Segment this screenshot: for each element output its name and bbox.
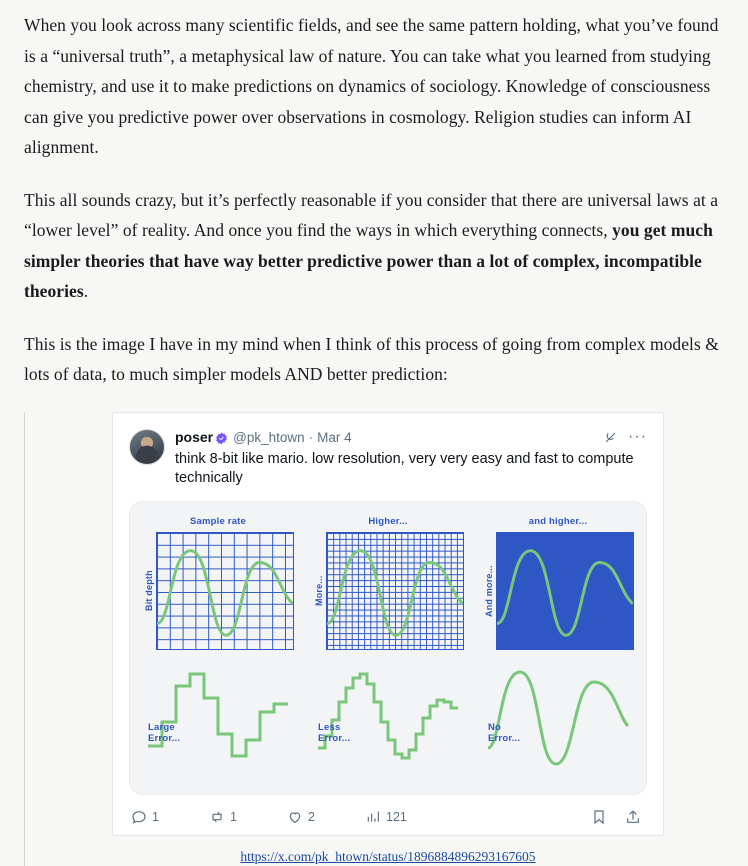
media-cell-4-label <box>148 722 180 744</box>
tweet-card[interactable] <box>112 412 664 836</box>
media-cell-4-label-line2: Error... <box>148 732 181 744</box>
media-cell-5-label-line2: Error... <box>318 732 351 744</box>
tweet-meta-actions <box>603 429 647 445</box>
like-count: 2 <box>308 809 315 824</box>
media-cell-1-title: Sample rate <box>189 515 247 527</box>
tweet-embed <box>24 412 726 866</box>
media-cell-5-label-line1: Less <box>318 721 341 733</box>
reply-action[interactable] <box>131 809 209 825</box>
media-bottom-row <box>142 660 634 778</box>
tweet-media-image[interactable] <box>129 501 647 795</box>
bookmark-icon[interactable] <box>591 809 607 825</box>
tweet-meta <box>175 429 647 446</box>
media-cell-1-grid-holder <box>142 532 294 650</box>
paragraph-2-tail: . <box>83 281 89 301</box>
paragraph-2 <box>24 185 726 307</box>
tweet-handle[interactable]: @pk_htown <box>233 429 305 445</box>
views-action[interactable] <box>365 809 443 825</box>
media-cell-2-grid <box>326 532 464 650</box>
grok-icon[interactable] <box>603 430 618 445</box>
tweet-meta-separator: · <box>308 429 314 445</box>
media-cell-4-label-line1: Large <box>148 721 175 733</box>
media-cell-4 <box>142 660 294 778</box>
media-cell-6-label-line1: No <box>488 721 502 733</box>
sine-wave-3 <box>497 533 633 649</box>
retweet-action[interactable] <box>209 809 287 825</box>
paragraph-2-bold: you get much simpler theories that have way better predictive power than a lot of complex, incompatible theories <box>24 220 713 301</box>
retweet-icon[interactable] <box>209 809 225 825</box>
media-cell-1-ylabel: Bit depth <box>144 570 154 611</box>
media-cell-2 <box>312 516 464 650</box>
media-cell-2-grid-holder <box>312 532 464 650</box>
media-cell-6 <box>482 660 634 778</box>
avatar[interactable] <box>129 429 165 465</box>
stepped-wave-fine <box>312 660 464 778</box>
views-count: 121 <box>386 809 407 824</box>
like-action[interactable] <box>287 809 365 825</box>
media-cell-3-grid <box>496 532 634 650</box>
tweet-actions <box>129 805 647 827</box>
more-options-icon[interactable]: ··· <box>628 428 647 445</box>
media-cell-2-title: Higher... <box>368 515 408 527</box>
media-cell-3 <box>482 516 634 650</box>
smooth-wave <box>482 660 634 778</box>
reply-count: 1 <box>152 809 159 824</box>
views-icon[interactable] <box>365 809 381 825</box>
tweet-header <box>129 429 647 489</box>
sine-wave-2 <box>327 533 463 649</box>
reply-icon[interactable] <box>131 809 147 825</box>
media-cell-6-label-line2: Error... <box>488 732 521 744</box>
source-link[interactable]: https://x.com/pk_htown/status/1896884896293167605 <box>240 848 536 864</box>
media-cell-5-label <box>318 722 350 744</box>
tweet-date[interactable]: Mar 4 <box>317 429 352 445</box>
embed-left-rule <box>24 412 25 866</box>
share-icon[interactable] <box>625 809 641 825</box>
retweet-count: 1 <box>230 809 237 824</box>
stepped-wave-coarse <box>142 660 294 778</box>
like-icon[interactable] <box>287 809 303 825</box>
media-cell-3-title: and higher... <box>528 515 588 527</box>
tweet-text: think 8-bit like mario. low resolution, very very easy and fast to compute technically <box>175 450 634 486</box>
paragraph-2-lead: This all sounds crazy, but it’s perfectly reasonable if you consider that there are universal laws at a “lower level” of reality. And once you find the ways in which everything connects, <box>24 189 719 240</box>
media-cell-1 <box>142 516 294 650</box>
media-cell-6-label <box>488 722 520 744</box>
tweet-body <box>175 429 647 489</box>
media-top-row <box>142 516 634 650</box>
media-cell-2-ylabel: More... <box>314 575 324 606</box>
media-cell-3-ylabel: And more... <box>484 564 494 617</box>
media-cell-1-grid <box>156 532 294 650</box>
source-link-wrap <box>112 848 664 866</box>
media-cell-5 <box>312 660 464 778</box>
paragraph-3: This is the image I have in my mind when I think of this process of going from complex models & lots of data, to much simpler models AND better prediction: <box>24 333 719 384</box>
tweet-end-actions <box>591 809 641 825</box>
media-cell-3-grid-holder <box>482 532 634 650</box>
sine-wave-1 <box>157 533 293 649</box>
paragraph-1: When you look across many scientific fields, and see the same pattern holding, what you’ve found is a “universal truth”, a metaphysical law of nature. You can take what you learned from studying chemistry, and use it to make predictions on dynamics of sociology. Knowledge of consciousness can give you predictive power over observations in cosmology. Religion studies can inform AI alignment. <box>24 15 719 157</box>
verified-badge-icon <box>215 432 228 445</box>
tweet-display-name[interactable]: poser <box>175 428 214 445</box>
